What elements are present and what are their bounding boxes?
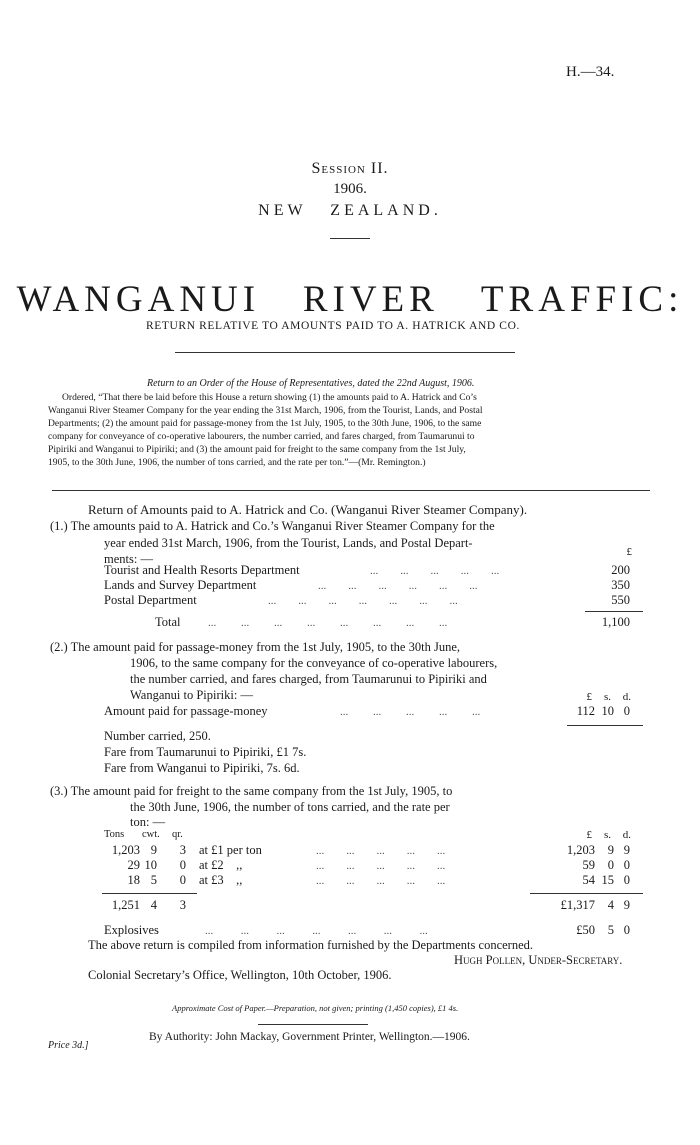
order-text-line: 1905, to the 30th June, 1906, the number of tons carried, and the rate per ton.”—(Mr. Remington.) — [48, 457, 426, 468]
order-text-line: Departments; (2) the amount paid for passage-money from the 1st July, 1905, to the 30th June, 1906, to the same — [48, 418, 482, 429]
section2-amount-shillings: 10 — [601, 704, 614, 718]
leader-dots: ... ... ... ... ... — [316, 860, 446, 872]
title-divider — [175, 352, 515, 353]
document-subtitle: RETURN RELATIVE TO AMOUNTS PAID TO A. HATRICK AND CO. — [146, 320, 520, 332]
order-text-line: company for conveyance of co-operative labourers, the number carried, and fares charged, from Taumarunui to — [48, 431, 475, 442]
section1-total-label: Total — [155, 615, 181, 629]
section1-total-amount: 1,100 — [601, 615, 630, 629]
section2-shillings-header: s. — [603, 691, 611, 703]
section3-tons-header: Tons — [104, 829, 125, 840]
section3-cwt-header: cwt. — [142, 829, 160, 840]
leader-dots: ... ... ... ... ... — [370, 565, 500, 577]
section3-total-pounds: £1,317 — [560, 898, 595, 912]
section3-row-cwt: 5 — [150, 873, 157, 887]
section2-text-line: (2.) The amount paid for passage-money from the 1st July, 1905, to the 30th June, — [50, 640, 460, 654]
order-text-line: Ordered, “That there be laid before this House a return showing (1) the amounts paid to A. Hatrick and Co’s — [62, 392, 477, 403]
sum-rule — [102, 893, 197, 894]
compiled-note: The above return is compiled from information furnished by the Departments concerned. — [88, 938, 533, 952]
section3-row-qr: 0 — [179, 858, 186, 872]
section3-row-tons: 1,203 — [111, 843, 140, 857]
sum-rule — [585, 611, 643, 612]
section1-currency-header: £ — [626, 546, 632, 558]
section2-number-carried: Number carried, 250. — [104, 729, 211, 743]
section1-text-line: year ended 31st March, 1906, from the Tourist, Lands, and Postal Depart- — [104, 536, 473, 550]
section3-row-rate: at £1 per ton — [199, 843, 262, 857]
section2-pounds-header: £ — [586, 691, 592, 703]
section2-amount-pence: 0 — [623, 704, 630, 718]
section3-row-shillings: 15 — [601, 873, 614, 887]
document-reference: H.—34. — [566, 64, 615, 80]
session-year: 1906. — [333, 181, 367, 197]
explosives-shillings: 5 — [607, 923, 614, 937]
section2-text-line: the number carried, and fares charged, from Taumarunui to Pipiriki and — [130, 672, 487, 686]
order-text-line: Wanganui River Steamer Company for the year ending the 31st March, 1906, from the Tourist, Lands, and Postal — [48, 405, 483, 416]
section3-text-line: (3.) The amount paid for freight to the same company from the 1st July, 1905, to — [50, 784, 453, 798]
session-line: Session II. — [311, 160, 389, 177]
section3-pounds-header: £ — [586, 829, 592, 841]
section3-row-tons: 29 — [127, 858, 140, 872]
section3-row-shillings: 0 — [607, 858, 614, 872]
explosives-pounds: £50 — [576, 923, 595, 937]
section3-row-qr: 3 — [179, 843, 186, 857]
section3-row-tons: 18 — [127, 873, 140, 887]
section3-row-pence: 0 — [623, 873, 630, 887]
section2-amount-pounds: 112 — [576, 704, 595, 718]
section3-row-cwt: 9 — [150, 843, 157, 857]
explosives-pence: 0 — [623, 923, 630, 937]
section3-row-pounds: 54 — [582, 873, 595, 887]
section3-row-pence: 9 — [623, 843, 630, 857]
section3-row-rate: at £3 ,, — [199, 873, 243, 887]
leader-dots: ... ... ... ... ... ... ... — [268, 595, 458, 607]
sum-rule — [530, 893, 643, 894]
leader-dots: ... ... ... ... ... — [316, 875, 446, 887]
section2-text-line: Wanganui to Pipiriki: — — [130, 688, 253, 702]
section3-qr-header: qr. — [172, 829, 183, 840]
footer-divider — [258, 1024, 368, 1025]
leader-dots: ... ... ... ... ... ... ... — [205, 925, 428, 937]
office-line: Colonial Secretary’s Office, Wellington, 10th October, 1906. — [88, 968, 392, 982]
section1-row-amount: 200 — [611, 563, 630, 577]
section1-text-line: ments: — — [104, 552, 153, 566]
leader-dots: ... ... ... ... ... — [316, 845, 446, 857]
short-divider — [330, 238, 370, 239]
leader-dots: ... ... ... ... ... ... ... ... — [208, 617, 448, 629]
section2-pence-header: d. — [622, 691, 631, 703]
order-text-line: Pipiriki and Wanganui to Pipiriki; and (3) the amount paid for freight to the same company from the 1st July, — [48, 444, 466, 455]
section2-fare-line: Fare from Wanganui to Pipiriki, 7s. 6d. — [104, 761, 300, 775]
section3-text-line: ton: — — [130, 815, 166, 829]
explosives-label: Explosives — [104, 923, 159, 937]
section2-text-line: 1906, to the same company for the conveyance of co-operative labourers, — [130, 656, 498, 670]
document-title: WANGANUI RIVER TRAFFIC: — [16, 279, 684, 320]
sum-rule — [567, 725, 643, 726]
section1-row-amount: 550 — [611, 593, 630, 607]
section1-row-amount: 350 — [611, 578, 630, 592]
section3-row-rate: at £2 ,, — [199, 858, 243, 872]
section-divider — [52, 490, 650, 491]
section1-row-label: Lands and Survey Department — [104, 578, 257, 592]
section3-text-line: the 30th June, 1906, the number of tons carried, and the rate per — [130, 800, 450, 814]
printer-authority: By Authority: John Mackay, Government Printer, Wellington.—1906. — [149, 1031, 470, 1043]
section3-total-shillings: 4 — [607, 898, 614, 912]
section2-amount-label: Amount paid for passage-money — [104, 704, 268, 718]
return-heading: Return of Amounts paid to A. Hatrick and Co. (Wanganui River Steamer Company). — [88, 502, 528, 517]
section3-row-pence: 0 — [623, 858, 630, 872]
leader-dots: ... ... ... ... ... ... — [318, 580, 478, 592]
section3-row-cwt: 10 — [144, 858, 157, 872]
section3-row-shillings: 9 — [607, 843, 614, 857]
price-note: Price 3d.] — [48, 1040, 89, 1051]
section3-total-tons: 1,251 — [111, 898, 140, 912]
leader-dots: ... ... ... ... ... — [340, 706, 481, 718]
section3-row-pounds: 1,203 — [566, 843, 595, 857]
section3-total-qr: 3 — [179, 898, 186, 912]
section3-row-qr: 0 — [179, 873, 186, 887]
section1-row-label: Postal Department — [104, 593, 197, 607]
signature: Hugh Pollen, Under-Secretary. — [454, 953, 623, 967]
section3-shillings-header: s. — [603, 829, 611, 841]
section3-pence-header: d. — [622, 829, 631, 841]
section3-total-pence: 9 — [623, 898, 630, 912]
section1-row-label: Tourist and Health Resorts Department — [104, 563, 300, 577]
section1-text-line: (1.) The amounts paid to A. Hatrick and Co.’s Wanganui River Steamer Company for the — [50, 519, 495, 533]
section3-total-cwt: 4 — [150, 898, 157, 912]
section2-fare-line: Fare from Taumarunui to Pipiriki, £1 7s. — [104, 745, 307, 759]
section3-row-pounds: 59 — [582, 858, 595, 872]
cost-note: Approximate Cost of Paper.—Preparation, not given; printing (1,450 copies), £1 4s. — [172, 1003, 459, 1013]
order-intro: Return to an Order of the House of Representatives, dated the 22nd August, 1906. — [147, 378, 475, 389]
country-name: NEW ZEALAND. — [258, 202, 442, 219]
